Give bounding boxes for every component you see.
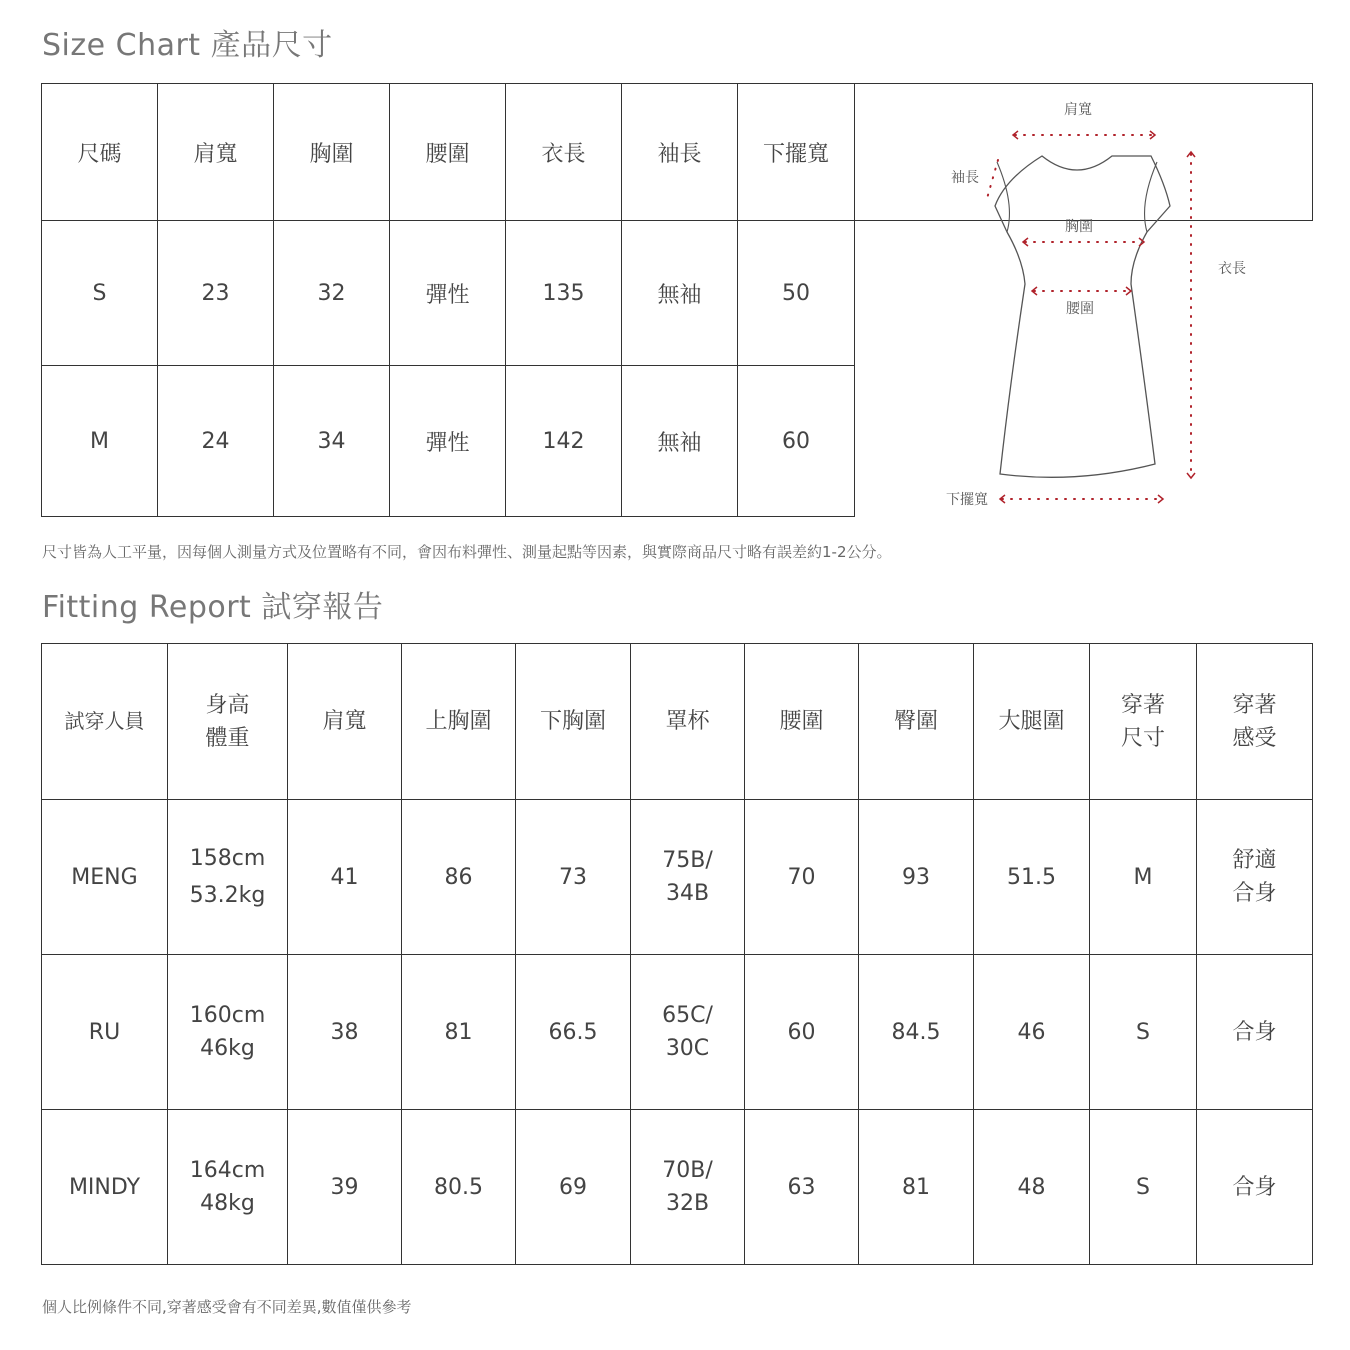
size-cell: S (42, 221, 158, 366)
header-thigh: 大腿圍 (974, 644, 1090, 800)
wear-feel-cell: 合身 (1197, 955, 1313, 1110)
header-cup: 罩杯 (631, 644, 745, 800)
tester-name: MENG (42, 800, 168, 955)
fitting-report-title: Fitting Report 試穿報告 (42, 590, 384, 625)
label-waist: 腰圍 (1066, 301, 1094, 317)
hip-cell: 81 (859, 1110, 974, 1265)
size-chart-note: 尺寸皆為人工平量，因每個人測量方式及位置略有不同，會因布料彈性、測量起點等因素，與實際商品尺寸略有誤差約1-2公分。 (42, 543, 892, 561)
under-bust-cell: 69 (516, 1110, 631, 1265)
header-waist: 腰圍 (745, 644, 859, 800)
label-shoulder: 肩寬 (1064, 102, 1092, 118)
tester-name: MINDY (42, 1110, 168, 1265)
shoulder-cell: 38 (288, 955, 402, 1110)
length-cell: 142 (506, 366, 622, 517)
header-tester: 試穿人員 (42, 644, 168, 800)
hem-cell: 60 (738, 366, 855, 517)
under-bust-cell: 73 (516, 800, 631, 955)
dress-diagram (855, 84, 1313, 508)
wear-size-cell: S (1090, 955, 1197, 1110)
wear-size-cell: S (1090, 1110, 1197, 1265)
sleeve-arrow (986, 160, 998, 202)
header-height-weight: 身高 體重 (168, 644, 288, 800)
cup-cell: 75B/ 34B (631, 800, 745, 955)
shoulder-cell: 39 (288, 1110, 402, 1265)
header-wear-size: 穿著 尺寸 (1090, 644, 1197, 800)
chest-cell: 34 (274, 366, 390, 517)
header-waist: 腰圍 (390, 84, 506, 221)
length-arrow-head-bottom (1187, 473, 1195, 478)
header-shoulder: 肩寬 (158, 84, 274, 221)
header-size: 尺碼 (42, 84, 158, 221)
size-chart-table (41, 83, 1313, 517)
armhole-right (1145, 162, 1157, 232)
upper-bust-cell: 80.5 (402, 1110, 516, 1265)
sleeve-cell: 無袖 (622, 221, 738, 366)
upper-bust-cell: 86 (402, 800, 516, 955)
length-cell: 135 (506, 221, 622, 366)
dress-diagram-svg (855, 84, 1311, 516)
hem-cell: 50 (738, 221, 855, 366)
tester-row-meng (42, 800, 1313, 955)
header-chest: 胸圍 (274, 84, 390, 221)
waist-cell: 彈性 (390, 366, 506, 517)
waist-cell: 60 (745, 955, 859, 1110)
header-hip: 臀圍 (859, 644, 974, 800)
hip-cell: 93 (859, 800, 974, 955)
waist-cell: 63 (745, 1110, 859, 1265)
thigh-cell: 48 (974, 1110, 1090, 1265)
tester-name: RU (42, 955, 168, 1110)
thigh-cell: 51.5 (974, 800, 1090, 955)
label-hem: 下擺寬 (946, 492, 988, 508)
size-chart-title: Size Chart 產品尺寸 (42, 28, 333, 63)
wear-feel-cell: 合身 (1197, 1110, 1313, 1265)
label-sleeve: 袖長 (951, 170, 979, 186)
upper-bust-cell: 81 (402, 955, 516, 1110)
sleeve-cell: 無袖 (622, 366, 738, 517)
header-length: 衣長 (506, 84, 622, 221)
header-under-bust: 下胸圍 (516, 644, 631, 800)
wear-feel-cell: 舒適 合身 (1197, 800, 1313, 955)
hip-cell: 84.5 (859, 955, 974, 1110)
thigh-cell: 46 (974, 955, 1090, 1110)
header-shoulder: 肩寬 (288, 644, 402, 800)
fitting-report-note: 個人比例條件不同,穿著感受會有不同差異,數值僅供參考 (42, 1298, 412, 1316)
tester-row-mindy (42, 1110, 1313, 1265)
waist-arrow-head-right (1126, 287, 1131, 295)
header-upper-bust: 上胸圍 (402, 644, 516, 800)
height-weight-cell: 158cm 53.2kg (168, 800, 288, 955)
height-weight-cell: 160cm 46kg (168, 955, 288, 1110)
cup-cell: 65C/ 30C (631, 955, 745, 1110)
fitting-report-table (41, 643, 1313, 1265)
shoulder-cell: 24 (158, 366, 274, 517)
label-length: 衣長 (1218, 261, 1246, 277)
cup-cell: 70B/ 32B (631, 1110, 745, 1265)
hem-arrow-head-right (1158, 495, 1163, 503)
height-weight-cell: 164cm 48kg (168, 1110, 288, 1265)
size-cell: M (42, 366, 158, 517)
shoulder-cell: 23 (158, 221, 274, 366)
wear-size-cell: M (1090, 800, 1197, 955)
under-bust-cell: 66.5 (516, 955, 631, 1110)
waist-cell: 彈性 (390, 221, 506, 366)
header-hem: 下擺寬 (738, 84, 855, 221)
header-sleeve: 袖長 (622, 84, 738, 221)
shoulder-cell: 41 (288, 800, 402, 955)
waist-cell: 70 (745, 800, 859, 955)
chest-cell: 32 (274, 221, 390, 366)
tester-row-ru (42, 955, 1313, 1110)
header-wear-feel: 穿著 感受 (1197, 644, 1313, 800)
label-chest: 胸圍 (1065, 219, 1093, 235)
